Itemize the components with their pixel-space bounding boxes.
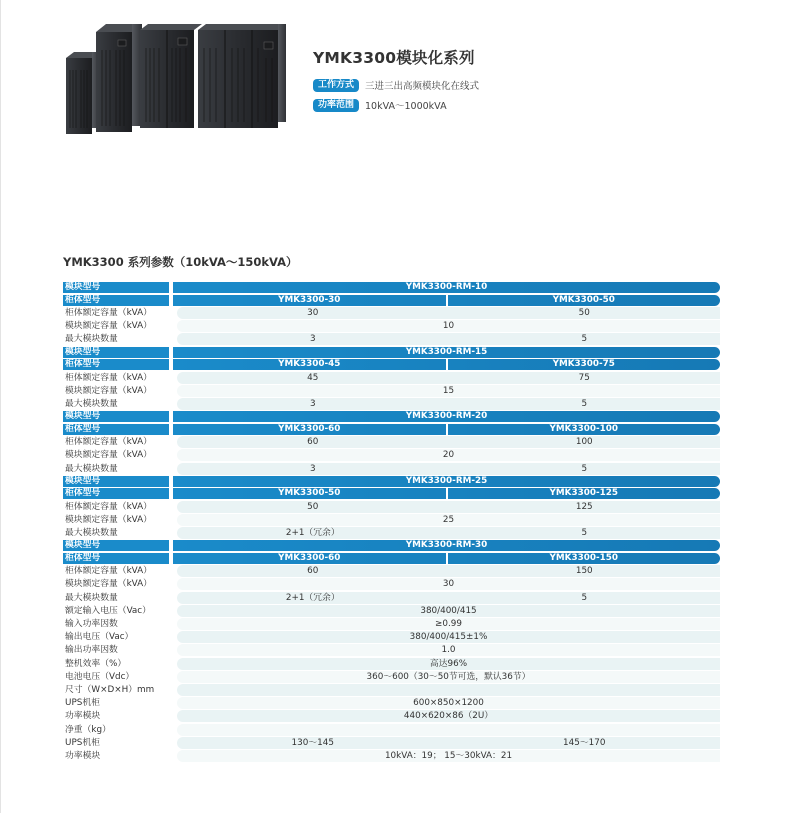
row-label: 柜体额定容量（kVA） xyxy=(65,308,152,318)
cabinet-label: 柜体型号 xyxy=(63,295,169,306)
table-row xyxy=(63,565,720,577)
row-value: 25 xyxy=(442,514,455,525)
table-row xyxy=(63,631,720,643)
cabinet-model: YMK3300-30 xyxy=(278,294,341,305)
row-value: 2+1（冗余） xyxy=(285,592,340,603)
table-row xyxy=(63,307,720,319)
row-values xyxy=(177,578,720,590)
row-value: 380/400/415±1% xyxy=(409,632,488,643)
row-label: 柜体额定容量（kVA） xyxy=(65,501,152,512)
cabinet-label: 柜体型号 xyxy=(63,424,169,435)
row-values xyxy=(177,398,720,410)
row-value: 高达96% xyxy=(429,658,468,669)
row-values xyxy=(177,436,720,448)
row-value: 440×620×86（2U） xyxy=(403,711,494,722)
table-row xyxy=(63,398,720,410)
table-row xyxy=(63,658,720,670)
row-value: 3 xyxy=(309,398,316,409)
row-label: 柜体额定容量（kVA） xyxy=(65,372,152,383)
table-row xyxy=(63,671,720,683)
row-value: 100 xyxy=(575,437,593,448)
module-header-row xyxy=(63,347,720,358)
cabinet-model: YMK3300-45 xyxy=(278,359,341,370)
spec-value: 三进三出高频模块化在线式 xyxy=(365,81,480,92)
cabinet-label: 柜体型号 xyxy=(63,359,169,370)
cabinet-model: YMK3300-60 xyxy=(278,423,341,434)
row-value: 45 xyxy=(307,372,319,383)
cabinet-model: YMK3300-75 xyxy=(446,359,721,370)
row-value xyxy=(177,724,720,736)
row-value: 50 xyxy=(578,308,590,318)
page-edge xyxy=(0,0,1,813)
row-label: 最大模块数量 xyxy=(65,528,118,539)
row-values xyxy=(177,684,720,696)
row-label: 柜体额定容量（kVA） xyxy=(65,437,152,448)
row-value: 5 xyxy=(581,463,588,474)
table-row xyxy=(63,385,720,397)
product-title: YMK3300模块化系列 xyxy=(313,49,475,67)
table-row xyxy=(63,750,720,762)
row-value: 60 xyxy=(307,566,319,577)
cabinet-model: YMK3300-125 xyxy=(446,488,721,499)
cabinet-values xyxy=(173,488,720,499)
row-label: 模块额定容量（kVA） xyxy=(65,321,152,332)
table-row xyxy=(63,463,720,475)
module-values xyxy=(173,282,720,293)
table-row xyxy=(63,737,720,749)
row-values xyxy=(177,320,720,332)
table-row xyxy=(63,644,720,656)
module-model: YMK3300-RM-20 xyxy=(405,411,488,422)
row-values xyxy=(177,724,720,736)
row-value: 125 xyxy=(575,501,593,512)
row-value: 60 xyxy=(307,437,319,448)
row-values xyxy=(177,631,720,643)
row-label: 输出功率因数 xyxy=(65,645,118,656)
spec-value: 10kVA～1000kVA xyxy=(365,101,447,112)
row-values xyxy=(177,710,720,722)
spec-badge: 工作方式 xyxy=(313,79,359,92)
module-label: 模块型号 xyxy=(63,411,169,422)
table-row xyxy=(63,514,720,526)
row-value: 3 xyxy=(309,334,316,345)
cabinet-model: YMK3300-50 xyxy=(446,295,721,306)
row-value: 30 xyxy=(442,579,455,590)
row-label: 柜体额定容量（kVA） xyxy=(65,566,152,577)
row-value: 5 xyxy=(581,398,588,409)
table-row xyxy=(63,592,720,604)
row-value: 10 xyxy=(442,321,455,332)
row-value: 5 xyxy=(581,592,588,603)
module-label: 模块型号 xyxy=(63,282,169,293)
module-header-row xyxy=(63,411,720,422)
section-title: YMK3300 系列参数（10kVA～150kVA） xyxy=(63,255,298,269)
table-row xyxy=(63,501,720,513)
row-value: 600×850×1200 xyxy=(413,698,484,709)
row-value: ≥0.99 xyxy=(435,619,462,629)
module-model: YMK3300-RM-30 xyxy=(405,540,488,551)
cabinet-label: 柜体型号 xyxy=(63,553,169,564)
row-label: 功率模块 xyxy=(65,750,101,761)
cabinet-header-row xyxy=(63,553,720,564)
row-label: UPS机柜 xyxy=(65,737,100,748)
module-label: 模块型号 xyxy=(63,476,169,487)
row-value: 15 xyxy=(442,385,455,396)
module-label: 模块型号 xyxy=(63,540,169,551)
table-row xyxy=(63,333,720,345)
cabinet-label: 柜体型号 xyxy=(63,488,169,499)
row-label: 模块额定容量（kVA） xyxy=(65,450,152,461)
row-values xyxy=(177,514,720,526)
table-row xyxy=(63,697,720,709)
spec-work-mode xyxy=(313,78,479,92)
table-row xyxy=(63,372,720,384)
row-label: 模块额定容量（kVA） xyxy=(65,514,152,525)
table-row xyxy=(63,605,720,617)
row-value: 1.0 xyxy=(441,645,456,656)
table-row xyxy=(63,449,720,461)
module-header-row xyxy=(63,476,720,487)
row-values xyxy=(177,463,720,475)
cabinet-values xyxy=(173,424,720,435)
row-values xyxy=(177,385,720,397)
spec-power-range xyxy=(313,98,447,112)
row-values xyxy=(177,565,720,577)
table-row xyxy=(63,578,720,590)
row-label: 电池电压（Vdc） xyxy=(65,671,135,682)
module-label: 模块型号 xyxy=(63,347,169,358)
row-values xyxy=(177,737,720,749)
row-values xyxy=(177,449,720,461)
cabinet-values xyxy=(173,553,720,564)
row-value: 5 xyxy=(581,528,588,539)
row-value: 50 xyxy=(307,501,319,512)
row-value: 150 xyxy=(575,566,593,577)
row-values xyxy=(177,605,720,617)
row-value: 380/400/415 xyxy=(420,605,477,616)
row-values xyxy=(177,307,720,319)
row-value: 360～600（30～50节可选，默认36节） xyxy=(366,671,531,682)
ups-cabinets-image xyxy=(60,18,292,136)
row-values xyxy=(177,658,720,670)
table-row xyxy=(63,527,720,539)
row-values xyxy=(177,333,720,345)
row-value: 130～145 xyxy=(291,737,334,748)
module-header-row xyxy=(63,282,720,293)
row-label: 最大模块数量 xyxy=(65,463,118,474)
cabinet-values xyxy=(173,359,720,370)
table-row xyxy=(63,320,720,332)
cabinet-model: YMK3300-50 xyxy=(278,488,341,499)
row-values xyxy=(177,501,720,513)
row-label: 尺寸（W×D×H）mm xyxy=(65,684,155,695)
row-values xyxy=(177,750,720,762)
spec-badge: 功率范围 xyxy=(313,99,359,112)
module-values xyxy=(173,347,720,358)
row-values xyxy=(177,697,720,709)
row-label: 输出电压（Vac） xyxy=(65,632,134,643)
row-label: 功率模块 xyxy=(65,711,101,722)
cabinet-header-row xyxy=(63,424,720,435)
row-label: 净重（kg） xyxy=(65,724,111,735)
row-label: 输入功率因数 xyxy=(65,619,118,629)
module-model: YMK3300-RM-15 xyxy=(405,346,488,357)
cabinet-header-row xyxy=(63,295,720,306)
row-values xyxy=(177,527,720,539)
row-value xyxy=(177,684,720,696)
row-label: 模块额定容量（kVA） xyxy=(65,579,152,590)
table-row xyxy=(63,710,720,722)
cabinet-model: YMK3300-60 xyxy=(278,552,341,563)
row-value: 3 xyxy=(309,463,316,474)
module-values xyxy=(173,540,720,551)
row-values xyxy=(177,592,720,604)
table-row xyxy=(63,436,720,448)
module-header-row xyxy=(63,540,720,551)
module-values xyxy=(173,476,720,487)
module-model: YMK3300-RM-25 xyxy=(405,475,488,486)
cabinet-values xyxy=(173,295,720,306)
row-values xyxy=(177,644,720,656)
table-row xyxy=(63,724,720,736)
row-value: 10kVA：19； 15～30kVA：21 xyxy=(384,750,513,761)
cabinet-model: YMK3300-100 xyxy=(446,424,721,435)
row-label: 整机效率（%） xyxy=(65,658,127,669)
cabinet-model: YMK3300-150 xyxy=(446,553,721,564)
row-label: 额定输入电压（Vac） xyxy=(65,605,151,616)
table-row xyxy=(63,684,720,696)
table-row xyxy=(63,618,720,630)
row-value: 20 xyxy=(442,450,455,461)
row-label: 模块额定容量（kVA） xyxy=(65,385,152,396)
row-value: 75 xyxy=(578,372,590,383)
row-values xyxy=(177,671,720,683)
row-label: UPS机柜 xyxy=(65,698,100,709)
row-label: 最大模块数量 xyxy=(65,592,118,603)
module-model: YMK3300-RM-10 xyxy=(405,282,488,292)
row-label: 最大模块数量 xyxy=(65,398,118,409)
row-label: 最大模块数量 xyxy=(65,334,118,345)
row-value: 2+1（冗余） xyxy=(285,528,340,539)
row-values xyxy=(177,372,720,384)
row-values xyxy=(177,618,720,630)
row-value: 30 xyxy=(307,308,319,318)
module-values xyxy=(173,411,720,422)
row-value: 145～170 xyxy=(563,737,606,748)
cabinet-header-row xyxy=(63,359,720,370)
row-value: 5 xyxy=(581,334,588,345)
cabinet-header-row xyxy=(63,488,720,499)
spec-table xyxy=(63,282,720,763)
